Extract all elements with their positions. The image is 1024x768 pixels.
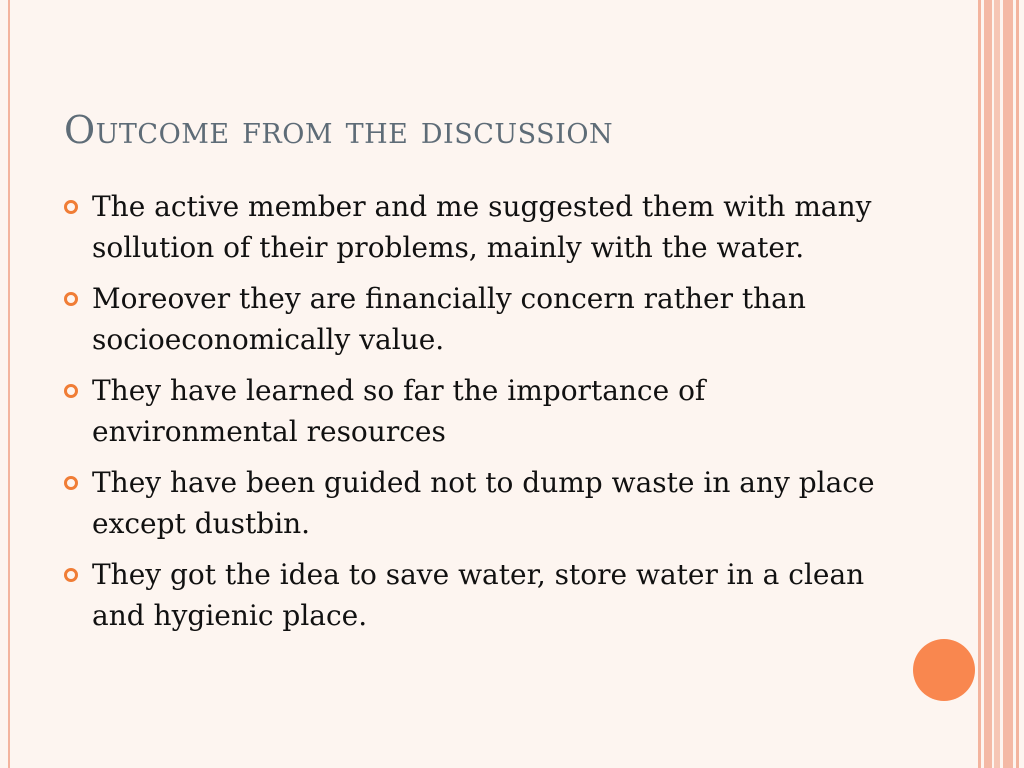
- bullet-list: [60, 186, 910, 646]
- left-border-line: [8, 0, 10, 768]
- right-decorative-stripe: [1003, 0, 1013, 768]
- circle-bullet-icon: [64, 384, 78, 398]
- bullet-item: [60, 462, 910, 544]
- decorative-orange-circle: [913, 639, 975, 701]
- right-decorative-stripe: [984, 0, 992, 768]
- slide-title: Outcome from the discussion: [64, 108, 614, 152]
- circle-bullet-icon: [64, 292, 78, 306]
- circle-bullet-icon: [64, 568, 78, 582]
- bullet-item: [60, 278, 910, 360]
- bullet-text: The active member and me suggested them with many sollution of their problems, mainly with the water.: [92, 190, 872, 264]
- circle-bullet-icon: [64, 476, 78, 490]
- right-decorative-stripe: [978, 0, 981, 768]
- circle-bullet-icon: [64, 200, 78, 214]
- bullet-text: Moreover they are financially concern rather than socioeconomically value.: [92, 282, 806, 356]
- bullet-item: [60, 370, 910, 452]
- right-decorative-stripe: [994, 0, 1000, 768]
- bullet-item: [60, 186, 910, 268]
- bullet-item: [60, 554, 910, 636]
- bullet-text: They have learned so far the importance of environmental resources: [92, 374, 706, 448]
- bullet-text: They got the idea to save water, store water in a clean and hygienic place.: [92, 558, 865, 632]
- bullet-text: They have been guided not to dump waste in any place except dustbin.: [92, 466, 875, 540]
- right-decorative-stripe: [1016, 0, 1019, 768]
